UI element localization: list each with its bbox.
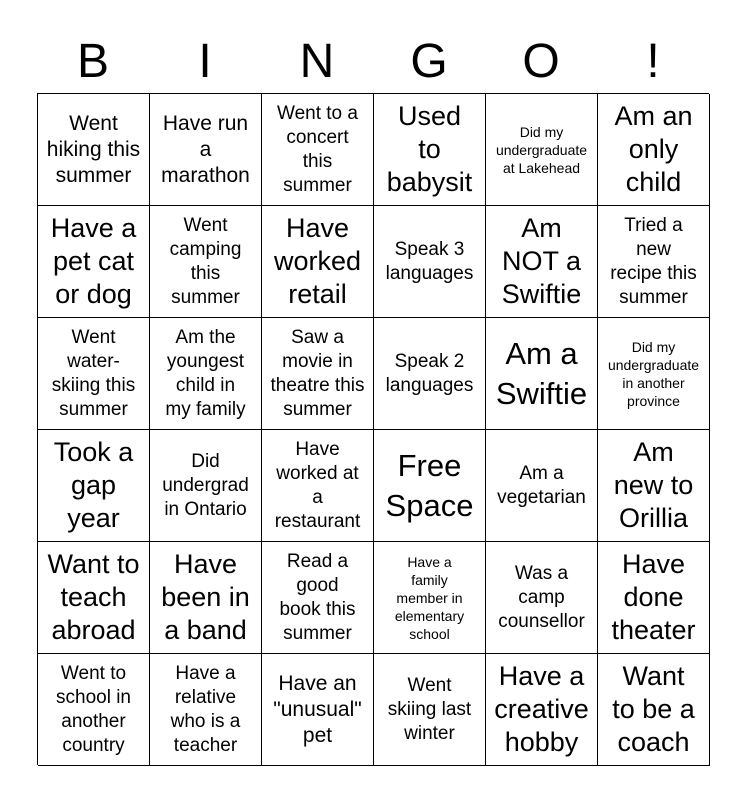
bingo-cell[interactable]	[374, 654, 486, 766]
header-letter-g: G	[410, 35, 448, 88]
bingo-cell[interactable]	[598, 654, 710, 766]
cell-text: Speak 2 languages	[385, 350, 474, 396]
cell-text: Have a family member in elementary school	[394, 553, 465, 642]
bingo-cell[interactable]	[486, 542, 598, 654]
bingo-cell[interactable]	[150, 430, 262, 542]
bingo-cell[interactable]	[150, 318, 262, 430]
cell-text: Am new to Orillia	[613, 437, 694, 533]
cell-text: Want to teach abroad	[47, 549, 140, 645]
cell-text: Was a camp counsellor	[498, 562, 585, 632]
cell-text: Am an only child	[614, 101, 693, 197]
bingo-cell[interactable]	[262, 206, 374, 318]
cell-text: Did my undergraduate in another province	[607, 338, 700, 409]
cell-text: Did my undergraduate at Lakehead	[495, 123, 588, 176]
bingo-board	[37, 93, 709, 765]
cell-text: Am a Swiftie	[495, 335, 588, 411]
bingo-cell[interactable]	[38, 654, 150, 766]
bingo-cell[interactable]	[262, 430, 374, 542]
cell-text: Have worked retail	[273, 213, 362, 309]
bingo-cell[interactable]	[486, 206, 598, 318]
cell-text: Am NOT a Swiftie	[501, 213, 582, 309]
bingo-cell[interactable]	[38, 542, 150, 654]
bingo-cell[interactable]	[150, 206, 262, 318]
bingo-cell[interactable]	[486, 94, 598, 206]
cell-text: Went to school in another country	[56, 662, 131, 756]
bingo-cell[interactable]	[486, 318, 598, 430]
cell-text: Have run a marathon	[161, 111, 250, 187]
cell-text: Have been in a band	[161, 549, 250, 645]
cell-text: Saw a movie in theatre this summer	[270, 326, 365, 420]
bingo-cell[interactable]	[374, 206, 486, 318]
bingo-cell[interactable]	[374, 318, 486, 430]
header-letter-n: N	[299, 35, 335, 88]
bingo-cell[interactable]	[262, 94, 374, 206]
cell-text: Have done theater	[611, 549, 696, 645]
bingo-cell[interactable]	[598, 206, 710, 318]
cell-text: Went hiking this summer	[46, 111, 141, 187]
cell-text: Went skiing last winter	[387, 674, 472, 744]
cell-text: Speak 3 languages	[385, 238, 474, 284]
header-letter-exclamation: !	[646, 35, 660, 88]
bingo-cell[interactable]	[486, 654, 598, 766]
header-letter-i: I	[198, 35, 212, 88]
bingo-cell[interactable]	[38, 430, 150, 542]
header-letter-o: O	[522, 35, 560, 88]
cell-text: Took a gap year	[53, 437, 134, 533]
free-space-text: Free Space	[385, 447, 474, 523]
bingo-cell[interactable]	[598, 430, 710, 542]
bingo-cell[interactable]	[598, 542, 710, 654]
bingo-cell[interactable]	[38, 206, 150, 318]
cell-text: Have a pet cat or dog	[50, 213, 137, 309]
cell-text: Have worked at a restaurant	[274, 438, 361, 532]
bingo-cell[interactable]	[38, 318, 150, 430]
cell-text: Went water- skiing this summer	[51, 326, 136, 420]
cell-text: Have a relative who is a teacher	[170, 662, 241, 756]
cell-text: Am a vegetarian	[497, 462, 586, 508]
bingo-cell[interactable]	[150, 542, 262, 654]
bingo-cell[interactable]	[374, 542, 486, 654]
cell-text: Read a good book this summer	[279, 550, 356, 644]
bingo-cell[interactable]	[598, 94, 710, 206]
bingo-cell[interactable]	[262, 654, 374, 766]
bingo-cell[interactable]	[598, 318, 710, 430]
cell-text: Used to babysit	[386, 101, 473, 197]
cell-text: Went to a concert this summer	[277, 102, 358, 196]
cell-text: Am the youngest child in my family	[165, 326, 246, 420]
cell-text: Tried a new recipe this summer	[610, 214, 697, 308]
cell-text: Have a creative hobby	[494, 661, 589, 757]
bingo-cell[interactable]	[150, 94, 262, 206]
cell-text: Have an "unusual" pet	[273, 671, 362, 747]
cell-text: Want to be a coach	[612, 661, 695, 757]
header-letter-b: B	[76, 35, 109, 88]
cell-text: Went camping this summer	[169, 214, 242, 308]
cell-text: Did undergrad in Ontario	[162, 450, 249, 520]
bingo-header	[37, 30, 709, 94]
free-space-cell[interactable]	[374, 430, 486, 542]
bingo-cell[interactable]	[262, 318, 374, 430]
bingo-cell[interactable]	[150, 654, 262, 766]
bingo-cell[interactable]	[38, 94, 150, 206]
bingo-cell[interactable]	[486, 430, 598, 542]
bingo-cell[interactable]	[374, 94, 486, 206]
bingo-cell[interactable]	[262, 542, 374, 654]
